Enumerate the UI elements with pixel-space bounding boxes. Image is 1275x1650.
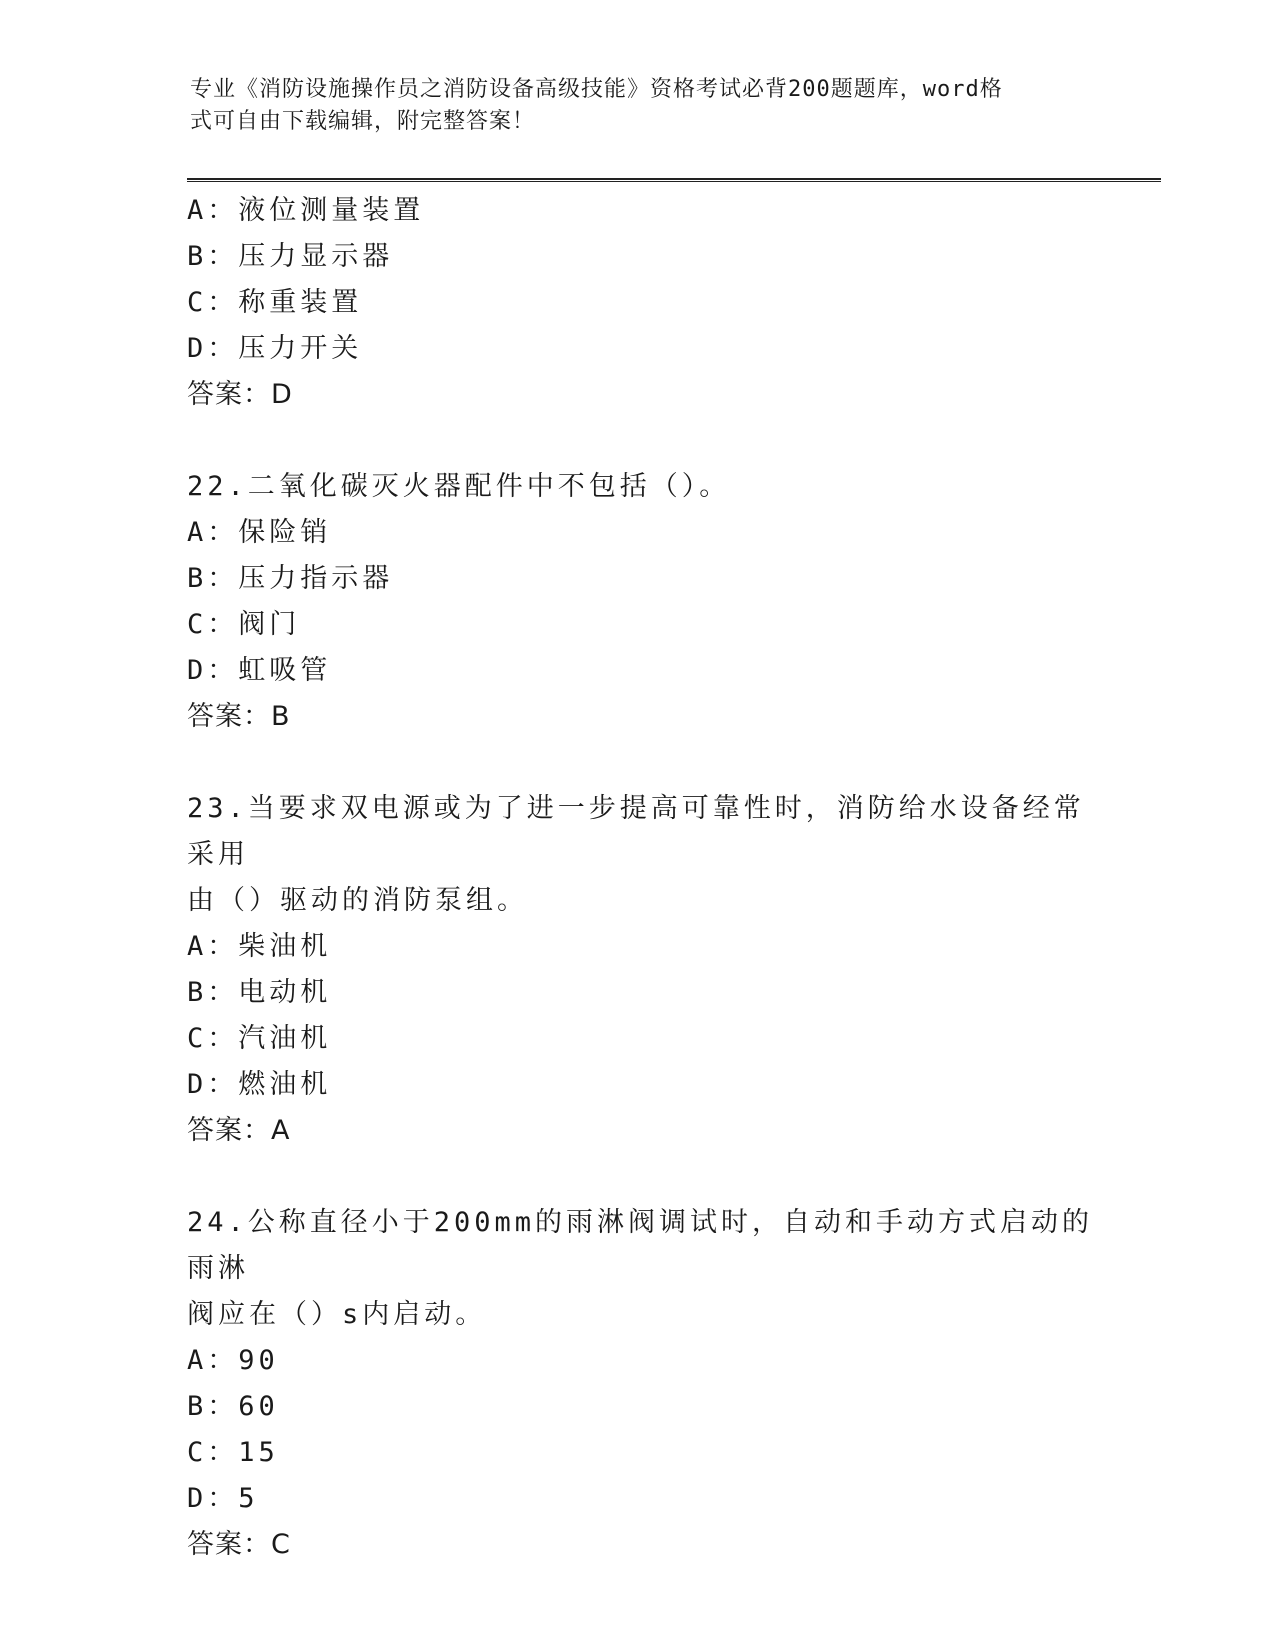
question-stem-line-2: 由（）驱动的消防泵组。 — [187, 885, 528, 916]
question-21 — [187, 188, 1107, 418]
option-d: D：压力开关 — [187, 333, 363, 364]
answer: 答案：D — [187, 379, 293, 410]
answer: 答案：A — [187, 1115, 291, 1146]
question-stem-line-1: 23.当要求双电源或为了进一步提高可靠性时，消防给水设备经常采用 — [187, 793, 1085, 870]
option-b: B：电动机 — [187, 977, 332, 1008]
option-c: C：阀门 — [187, 609, 301, 640]
spacer — [187, 1154, 1107, 1200]
option-a: A：液位测量装置 — [187, 195, 425, 226]
option-d: D：5 — [187, 1483, 259, 1514]
document-header — [190, 74, 1090, 138]
option-c: C：称重装置 — [187, 287, 363, 318]
spacer — [187, 418, 1107, 464]
question-stem-line-2: 阀应在（）s内启动。 — [187, 1299, 487, 1330]
option-a: A：90 — [187, 1345, 279, 1376]
question-23 — [187, 786, 1107, 1154]
answer: 答案：B — [187, 701, 291, 732]
option-c: C：汽油机 — [187, 1023, 332, 1054]
question-22 — [187, 464, 1107, 740]
question-24 — [187, 1200, 1107, 1568]
question-list — [187, 188, 1107, 1568]
option-d: D：燃油机 — [187, 1069, 332, 1100]
spacer — [187, 740, 1107, 786]
option-d: D：虹吸管 — [187, 655, 332, 686]
option-b: B：压力指示器 — [187, 563, 394, 594]
option-b: B：60 — [187, 1391, 279, 1422]
header-divider — [187, 178, 1161, 182]
answer: 答案：C — [187, 1529, 291, 1560]
option-a: A：保险销 — [187, 517, 332, 548]
option-c: C：15 — [187, 1437, 279, 1468]
header-line-1: 专业《消防设施操作员之消防设备高级技能》资格考试必背200题题库，word格 — [190, 77, 1003, 102]
option-a: A：柴油机 — [187, 931, 332, 962]
question-stem: 22.二氧化碳灭火器配件中不包括（）。 — [187, 471, 731, 502]
header-line-2: 式可自由下载编辑，附完整答案！ — [190, 109, 536, 134]
option-b: B：压力显示器 — [187, 241, 394, 272]
question-stem-line-1: 24.公称直径小于200mm的雨淋阀调试时，自动和手动方式启动的雨淋 — [187, 1207, 1094, 1284]
